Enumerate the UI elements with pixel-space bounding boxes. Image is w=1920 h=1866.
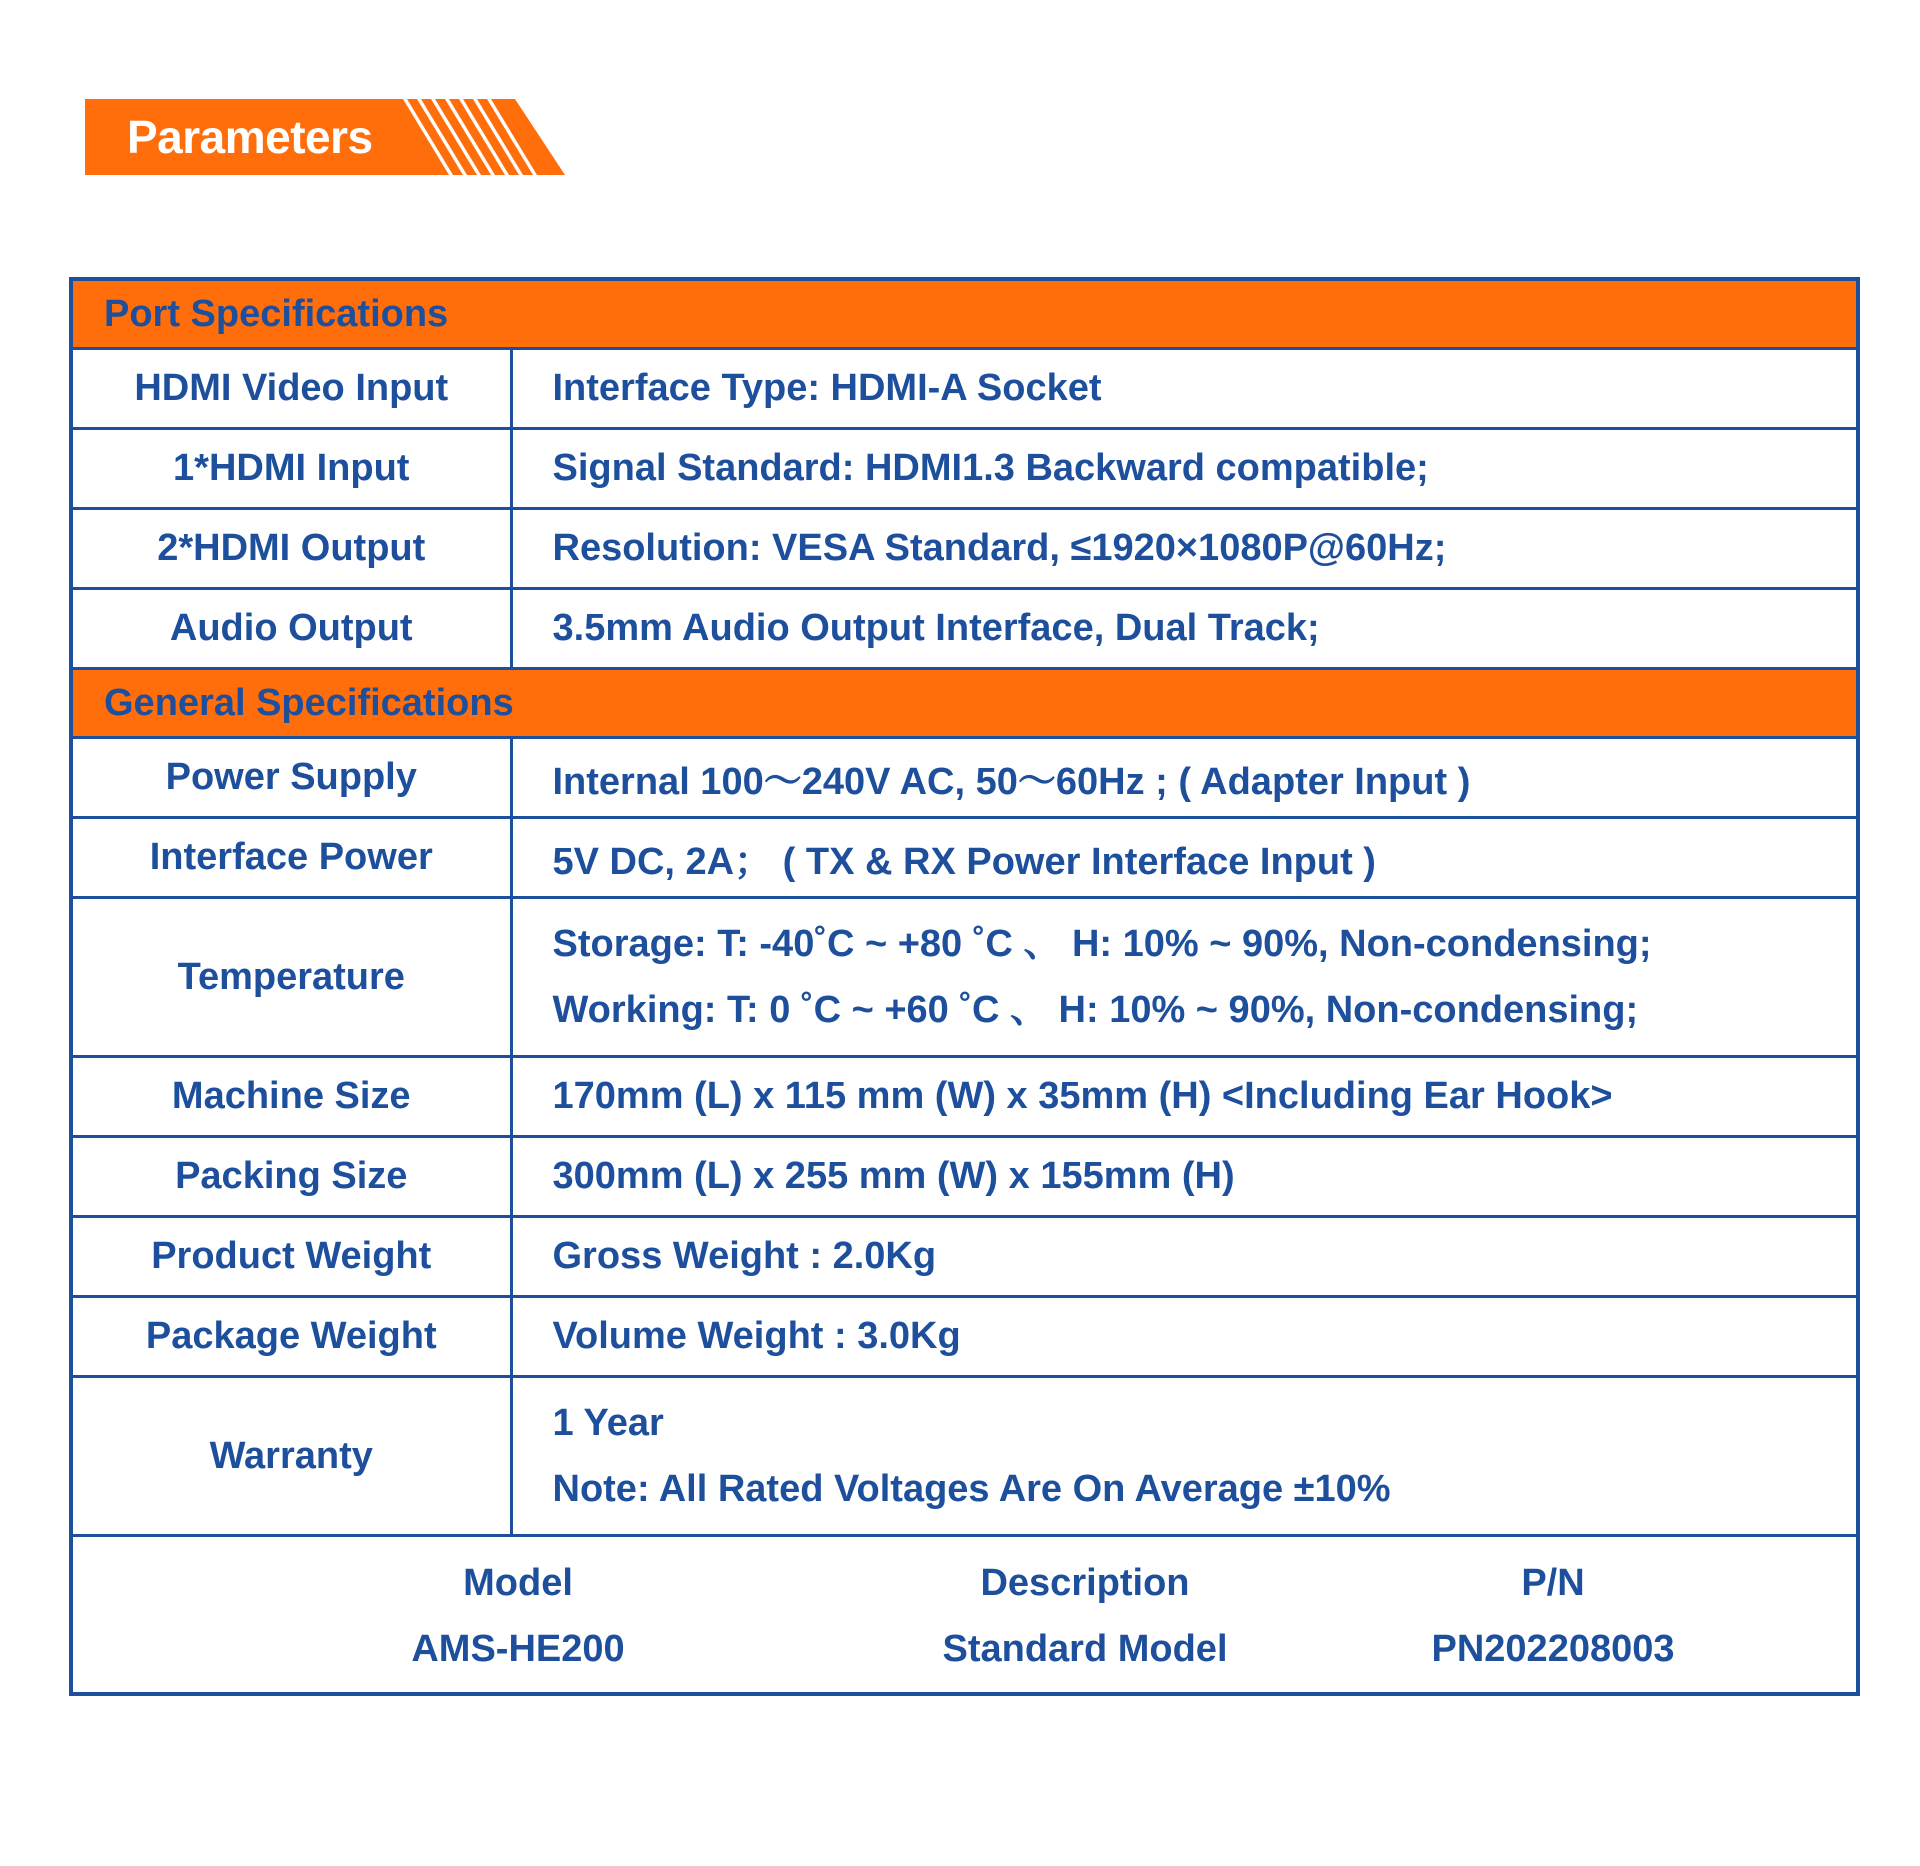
- row-value: [511, 1377, 1856, 1536]
- table-row: [73, 1297, 1856, 1377]
- row-label: HDMI Video Input: [73, 349, 511, 429]
- pn-header: P/N: [1521, 1562, 1585, 1604]
- row-value-line: Working: T: 0 ˚C ~ +60 ˚C 、 H: 10% ~ 90%, Non-condensing;: [552, 989, 1639, 1031]
- row-value-line: 1 Year: [552, 1402, 664, 1444]
- table-row: [73, 818, 1856, 898]
- pn-value: PN202208003: [1431, 1628, 1675, 1670]
- model-header: Model: [463, 1562, 573, 1604]
- description-header: Description: [980, 1562, 1190, 1604]
- description-value: Standard Model: [942, 1628, 1228, 1670]
- row-value: 300mm (L) x 255 mm (W) x 155mm (H): [511, 1137, 1856, 1217]
- description-column: [885, 1537, 1285, 1682]
- row-value-line: Storage: T: -40˚C ~ +80 ˚C 、 H: 10% ~ 90%, Non-condensing;: [552, 923, 1652, 965]
- table-row: [73, 738, 1856, 818]
- row-label: 1*HDMI Input: [73, 429, 511, 509]
- model-column: [318, 1537, 718, 1682]
- table-row: [73, 349, 1856, 429]
- pn-column: [1353, 1537, 1753, 1682]
- row-label: 2*HDMI Output: [73, 509, 511, 589]
- row-label: Packing Size: [73, 1137, 511, 1217]
- table-row: [73, 1057, 1856, 1137]
- table-row: [73, 509, 1856, 589]
- row-value: 5V DC, 2A； ( TX & RX Power Interface Input ): [511, 818, 1856, 898]
- row-value: 170mm (L) x 115 mm (W) x 35mm (H) <Including Ear Hook>: [511, 1057, 1856, 1137]
- row-label: Machine Size: [73, 1057, 511, 1137]
- row-value: Interface Type: HDMI-A Socket: [511, 349, 1856, 429]
- row-label: Power Supply: [73, 738, 511, 818]
- row-value: Gross Weight : 2.0Kg: [511, 1217, 1856, 1297]
- row-label: Package Weight: [73, 1297, 511, 1377]
- table-row: [73, 589, 1856, 669]
- row-label: Product Weight: [73, 1217, 511, 1297]
- table-row: [73, 1137, 1856, 1217]
- row-value-line: Note: All Rated Voltages Are On Average ±10%: [552, 1468, 1391, 1510]
- row-value: Volume Weight : 3.0Kg: [511, 1297, 1856, 1377]
- model-info: [73, 1537, 1856, 1692]
- row-value: Signal Standard: HDMI1.3 Backward compatible;: [511, 429, 1856, 509]
- table-row: [73, 1217, 1856, 1297]
- row-label: Audio Output: [73, 589, 511, 669]
- table-row: [73, 429, 1856, 509]
- row-value: Resolution: VESA Standard, ≤1920×1080P@60Hz;: [511, 509, 1856, 589]
- row-value: [511, 898, 1856, 1057]
- table-row: [73, 1377, 1856, 1536]
- table-row: [73, 898, 1856, 1057]
- section-header-general-specifications: General Specifications: [73, 669, 1856, 738]
- row-label: Temperature: [73, 898, 511, 1057]
- row-label: Interface Power: [73, 818, 511, 898]
- section-header-port-specifications: Port Specifications: [73, 281, 1856, 349]
- specifications-table: [69, 277, 1860, 1696]
- row-value: 3.5mm Audio Output Interface, Dual Track;: [511, 589, 1856, 669]
- model-value: AMS-HE200: [411, 1628, 625, 1670]
- banner-title: Parameters: [127, 111, 373, 163]
- parameters-banner: [85, 99, 565, 175]
- row-value: Internal 100～240V AC, 50～60Hz ; ( Adapter Input ): [511, 738, 1856, 818]
- row-label: Warranty: [73, 1377, 511, 1536]
